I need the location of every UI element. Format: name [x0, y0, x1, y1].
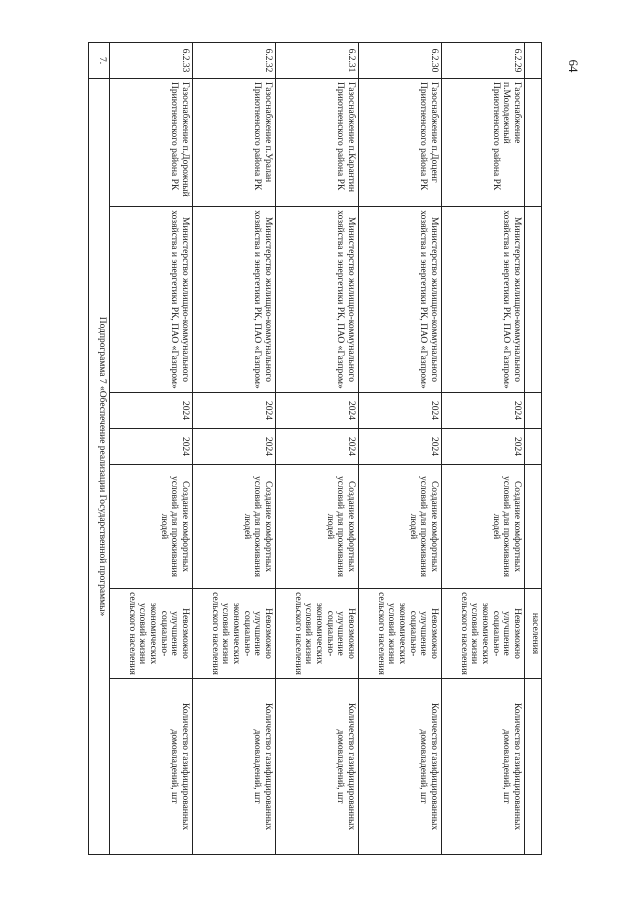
- section-number: 7.: [89, 43, 110, 79]
- header-cell-executor: [525, 207, 542, 393]
- table-row: [193, 43, 276, 855]
- start-year: 2024: [110, 393, 193, 429]
- measure-name: Газоснабжение п.Дорожный Приютненского района РК: [110, 79, 193, 207]
- measure-name: Газоснабжение п.Доценг Приютненского района РК: [359, 79, 442, 207]
- row-number: 6.2.32: [193, 43, 276, 79]
- row-number: 6.2.31: [276, 43, 359, 79]
- start-year: 2024: [442, 393, 525, 429]
- row-number: 6.2.33: [110, 43, 193, 79]
- header-cell-end: [525, 429, 542, 465]
- end-year: 2024: [276, 429, 359, 465]
- end-year: 2024: [442, 429, 525, 465]
- start-year: 2024: [276, 393, 359, 429]
- program-measures-table: [88, 42, 542, 855]
- row-number: 6.2.30: [359, 43, 442, 79]
- table-row: [359, 43, 442, 855]
- expected-result: Создание комфортных условий для проживания людей: [442, 465, 525, 589]
- subprogram-section-row: [89, 43, 110, 855]
- target-indicator: Количество газифицированных домовладений, шт: [442, 679, 525, 855]
- executor: Министерство жилищно-коммунального хозяйства и энергетики РК, ПАО «Газпром»: [110, 207, 193, 393]
- table-row: [110, 43, 193, 855]
- risk-consequence: Невозможно улучшение социально-экономических условий жизни сельского населения: [276, 589, 359, 679]
- target-indicator: Количество газифицированных домовладений, шт: [359, 679, 442, 855]
- expected-result: Создание комфортных условий для проживания людей: [276, 465, 359, 589]
- executor: Министерство жилищно-коммунального хозяйства и энергетики РК, ПАО «Газпром»: [359, 207, 442, 393]
- measure-name: Газоснабжение п.Карантин Приютненского района РК: [276, 79, 359, 207]
- executor: Министерство жилищно-коммунального хозяйства и энергетики РК, ПАО «Газпром»: [276, 207, 359, 393]
- page-number: 64: [566, 59, 581, 73]
- header-cell-start: [525, 393, 542, 429]
- risk-consequence: Невозможно улучшение социально-экономических условий жизни сельского населения: [193, 589, 276, 679]
- expected-result: Создание комфортных условий для проживания людей: [193, 465, 276, 589]
- target-indicator: Количество газифицированных домовладений, шт: [193, 679, 276, 855]
- risk-consequence: Невозможно улучшение социально-экономических условий жизни сельского населения: [442, 589, 525, 679]
- measure-name: Газоснабжение п.Молодежный Приютненского района РК: [442, 79, 525, 207]
- header-cell-indicator: [525, 679, 542, 855]
- header-cell-num: [525, 43, 542, 79]
- header-cell-result: [525, 465, 542, 589]
- table-row: [442, 43, 525, 855]
- measure-name: Газоснабжение п.Уралан Приютненского района РК: [193, 79, 276, 207]
- rotated-landscape-content: [74, 42, 542, 854]
- target-indicator: Количество газифицированных домовладений, шт: [110, 679, 193, 855]
- header-cell-name: [525, 79, 542, 207]
- table-row: [276, 43, 359, 855]
- start-year: 2024: [359, 393, 442, 429]
- row-number: 6.2.29: [442, 43, 525, 79]
- header-cell-risk: населения: [525, 589, 542, 679]
- target-indicator: Количество газифицированных домовладений, шт: [276, 679, 359, 855]
- end-year: 2024: [110, 429, 193, 465]
- executor: Министерство жилищно-коммунального хозяйства и энергетики РК, ПАО «Газпром»: [193, 207, 276, 393]
- expected-result: Создание комфортных условий для проживания людей: [359, 465, 442, 589]
- risk-consequence: Невозможно улучшение социально-экономических условий жизни сельского населения: [110, 589, 193, 679]
- section-title: Подпрограмма 7 «Обеспечение реализации Государственной программы»: [89, 79, 110, 855]
- risk-consequence: Невозможно улучшение социально-экономических условий жизни сельского населения: [359, 589, 442, 679]
- executor: Министерство жилищно-коммунального хозяйства и энергетики РК, ПАО «Газпром»: [442, 207, 525, 393]
- table-header-fragment-row: [525, 43, 542, 855]
- start-year: 2024: [193, 393, 276, 429]
- end-year: 2024: [193, 429, 276, 465]
- end-year: 2024: [359, 429, 442, 465]
- expected-result: Создание комфортных условий для проживания людей: [110, 465, 193, 589]
